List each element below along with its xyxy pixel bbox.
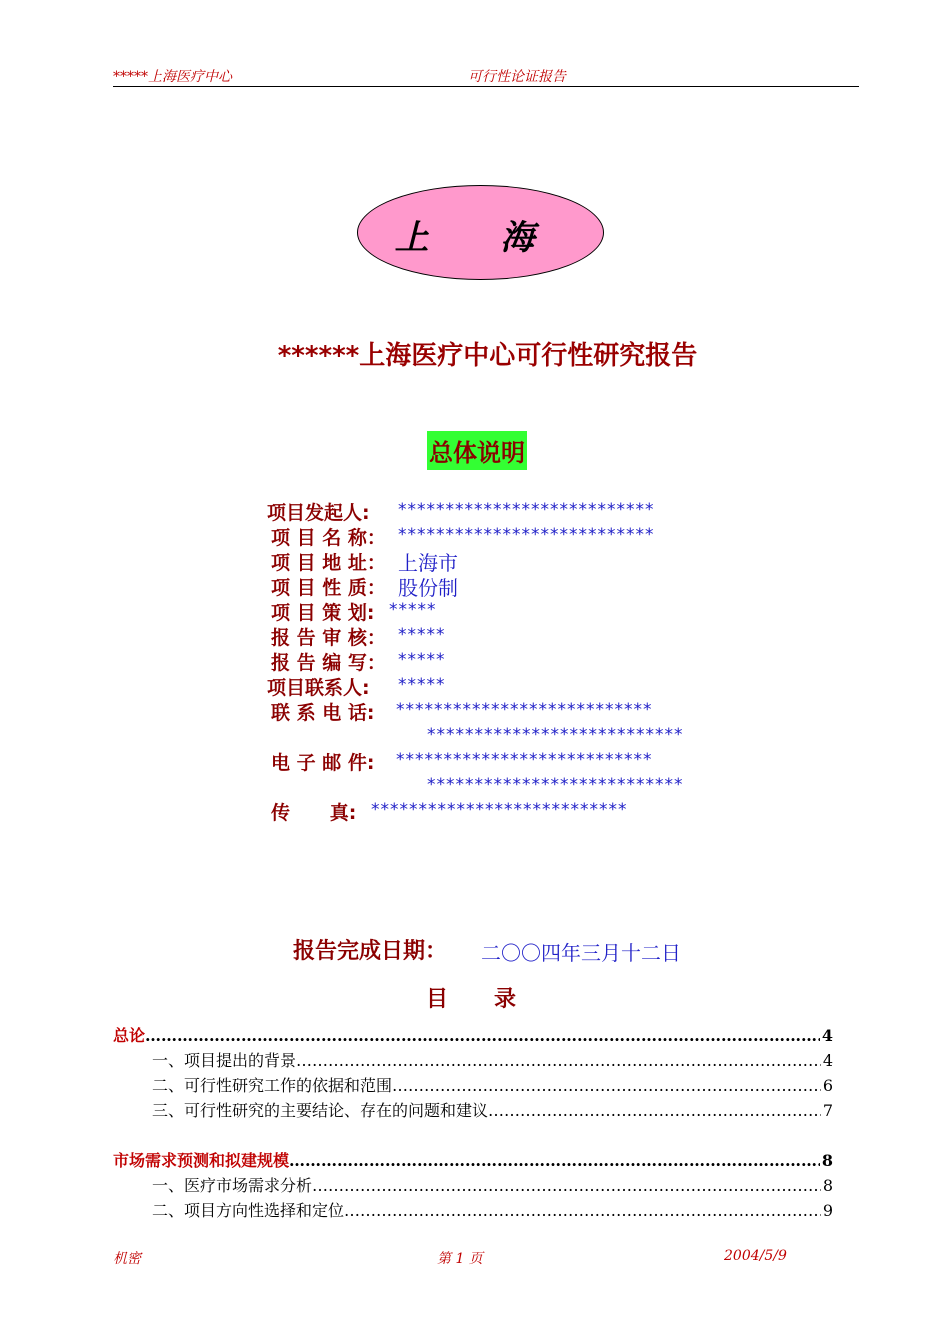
header-left: *****上海医疗中心 [113, 69, 232, 85]
footer-left: 机密 [113, 1251, 141, 1267]
toc-entry[interactable] [152, 1073, 833, 1096]
nature-label: 项 目 性 质： [271, 577, 386, 599]
toc-entry-page: 8 [821, 1151, 833, 1170]
toc-entry[interactable] [152, 1173, 833, 1196]
fax-label: 传 真: [271, 802, 357, 824]
toc-entry-label: 一、项目提出的背景 [152, 1051, 297, 1070]
toc-entry-page: 7 [822, 1101, 833, 1120]
toc-leader [296, 1051, 821, 1070]
toc-entry-page: 4 [822, 1051, 833, 1070]
logo-text: 上 海 [394, 218, 565, 258]
toc-entry-page: 4 [821, 1026, 833, 1045]
review-value: ***** [398, 625, 446, 645]
email-label: 电 子 邮 件: [271, 752, 375, 774]
toc-entry-page: 6 [822, 1076, 833, 1095]
toc-entry[interactable] [113, 1023, 833, 1046]
summary-heading: 总体说明 [427, 431, 527, 470]
nature-value: 股份制 [398, 576, 458, 600]
name-value: *************************** [398, 525, 655, 545]
toc-entry-label: 二、可行性研究工作的依据和范围 [152, 1076, 393, 1095]
writing-label: 报 告 编 写： [271, 652, 386, 674]
toc-title: 目 录 [426, 987, 516, 1012]
email-value-1: *************************** [396, 750, 653, 770]
header-rule [113, 86, 859, 87]
toc-entry[interactable] [152, 1098, 833, 1121]
toc-leader [488, 1101, 821, 1120]
address-label: 项 目 地 址： [271, 552, 386, 574]
planning-label: 项 目 策 划: [271, 602, 375, 624]
toc-entry-label: 一、医疗市场需求分析 [152, 1176, 313, 1195]
planning-value: ***** [389, 600, 437, 620]
email-value-2: *************************** [427, 775, 684, 795]
review-label: 报 告 审 核： [271, 627, 386, 649]
completion-date-value: 二〇〇四年三月十二日 [481, 941, 681, 965]
phone-value-1: *************************** [396, 700, 653, 720]
fax-value: *************************** [371, 800, 628, 820]
report-title: ******上海医疗中心可行性研究报告 [277, 341, 698, 371]
toc-entry[interactable] [152, 1048, 833, 1071]
toc-leader [392, 1076, 821, 1095]
footer-right: 2004/5/9 [724, 1248, 787, 1264]
address-value: 上海市 [398, 551, 458, 575]
initiator-value: *************************** [398, 500, 655, 520]
header-center: 可行性论证报告 [468, 69, 566, 85]
toc-entry-label: 总论 [113, 1026, 146, 1045]
writing-value: ***** [398, 650, 446, 670]
contact-label: 项目联系人: [267, 677, 370, 699]
toc-entry-label: 三、可行性研究的主要结论、存在的问题和建议 [152, 1101, 489, 1120]
toc-entry-label: 市场需求预测和拟建规模 [113, 1151, 290, 1170]
toc-leader [289, 1151, 820, 1170]
toc-leader [145, 1026, 820, 1045]
toc-entry[interactable] [152, 1198, 833, 1221]
phone-value-2: *************************** [427, 725, 684, 745]
toc-entry-page: 8 [822, 1176, 833, 1195]
toc-entry[interactable] [113, 1148, 833, 1171]
footer-center: 第 1 页 [437, 1251, 483, 1267]
toc-leader [312, 1176, 821, 1195]
name-label: 项 目 名 称： [271, 527, 386, 549]
initiator-label: 项目发起人: [267, 502, 370, 524]
toc-entry-label: 二、项目方向性选择和定位 [152, 1201, 345, 1220]
toc-entry-page: 9 [822, 1201, 833, 1220]
toc-leader [344, 1201, 821, 1220]
phone-label: 联 系 电 话: [271, 702, 375, 724]
contact-value: ***** [398, 675, 446, 695]
completion-date-label: 报告完成日期： [293, 939, 448, 964]
